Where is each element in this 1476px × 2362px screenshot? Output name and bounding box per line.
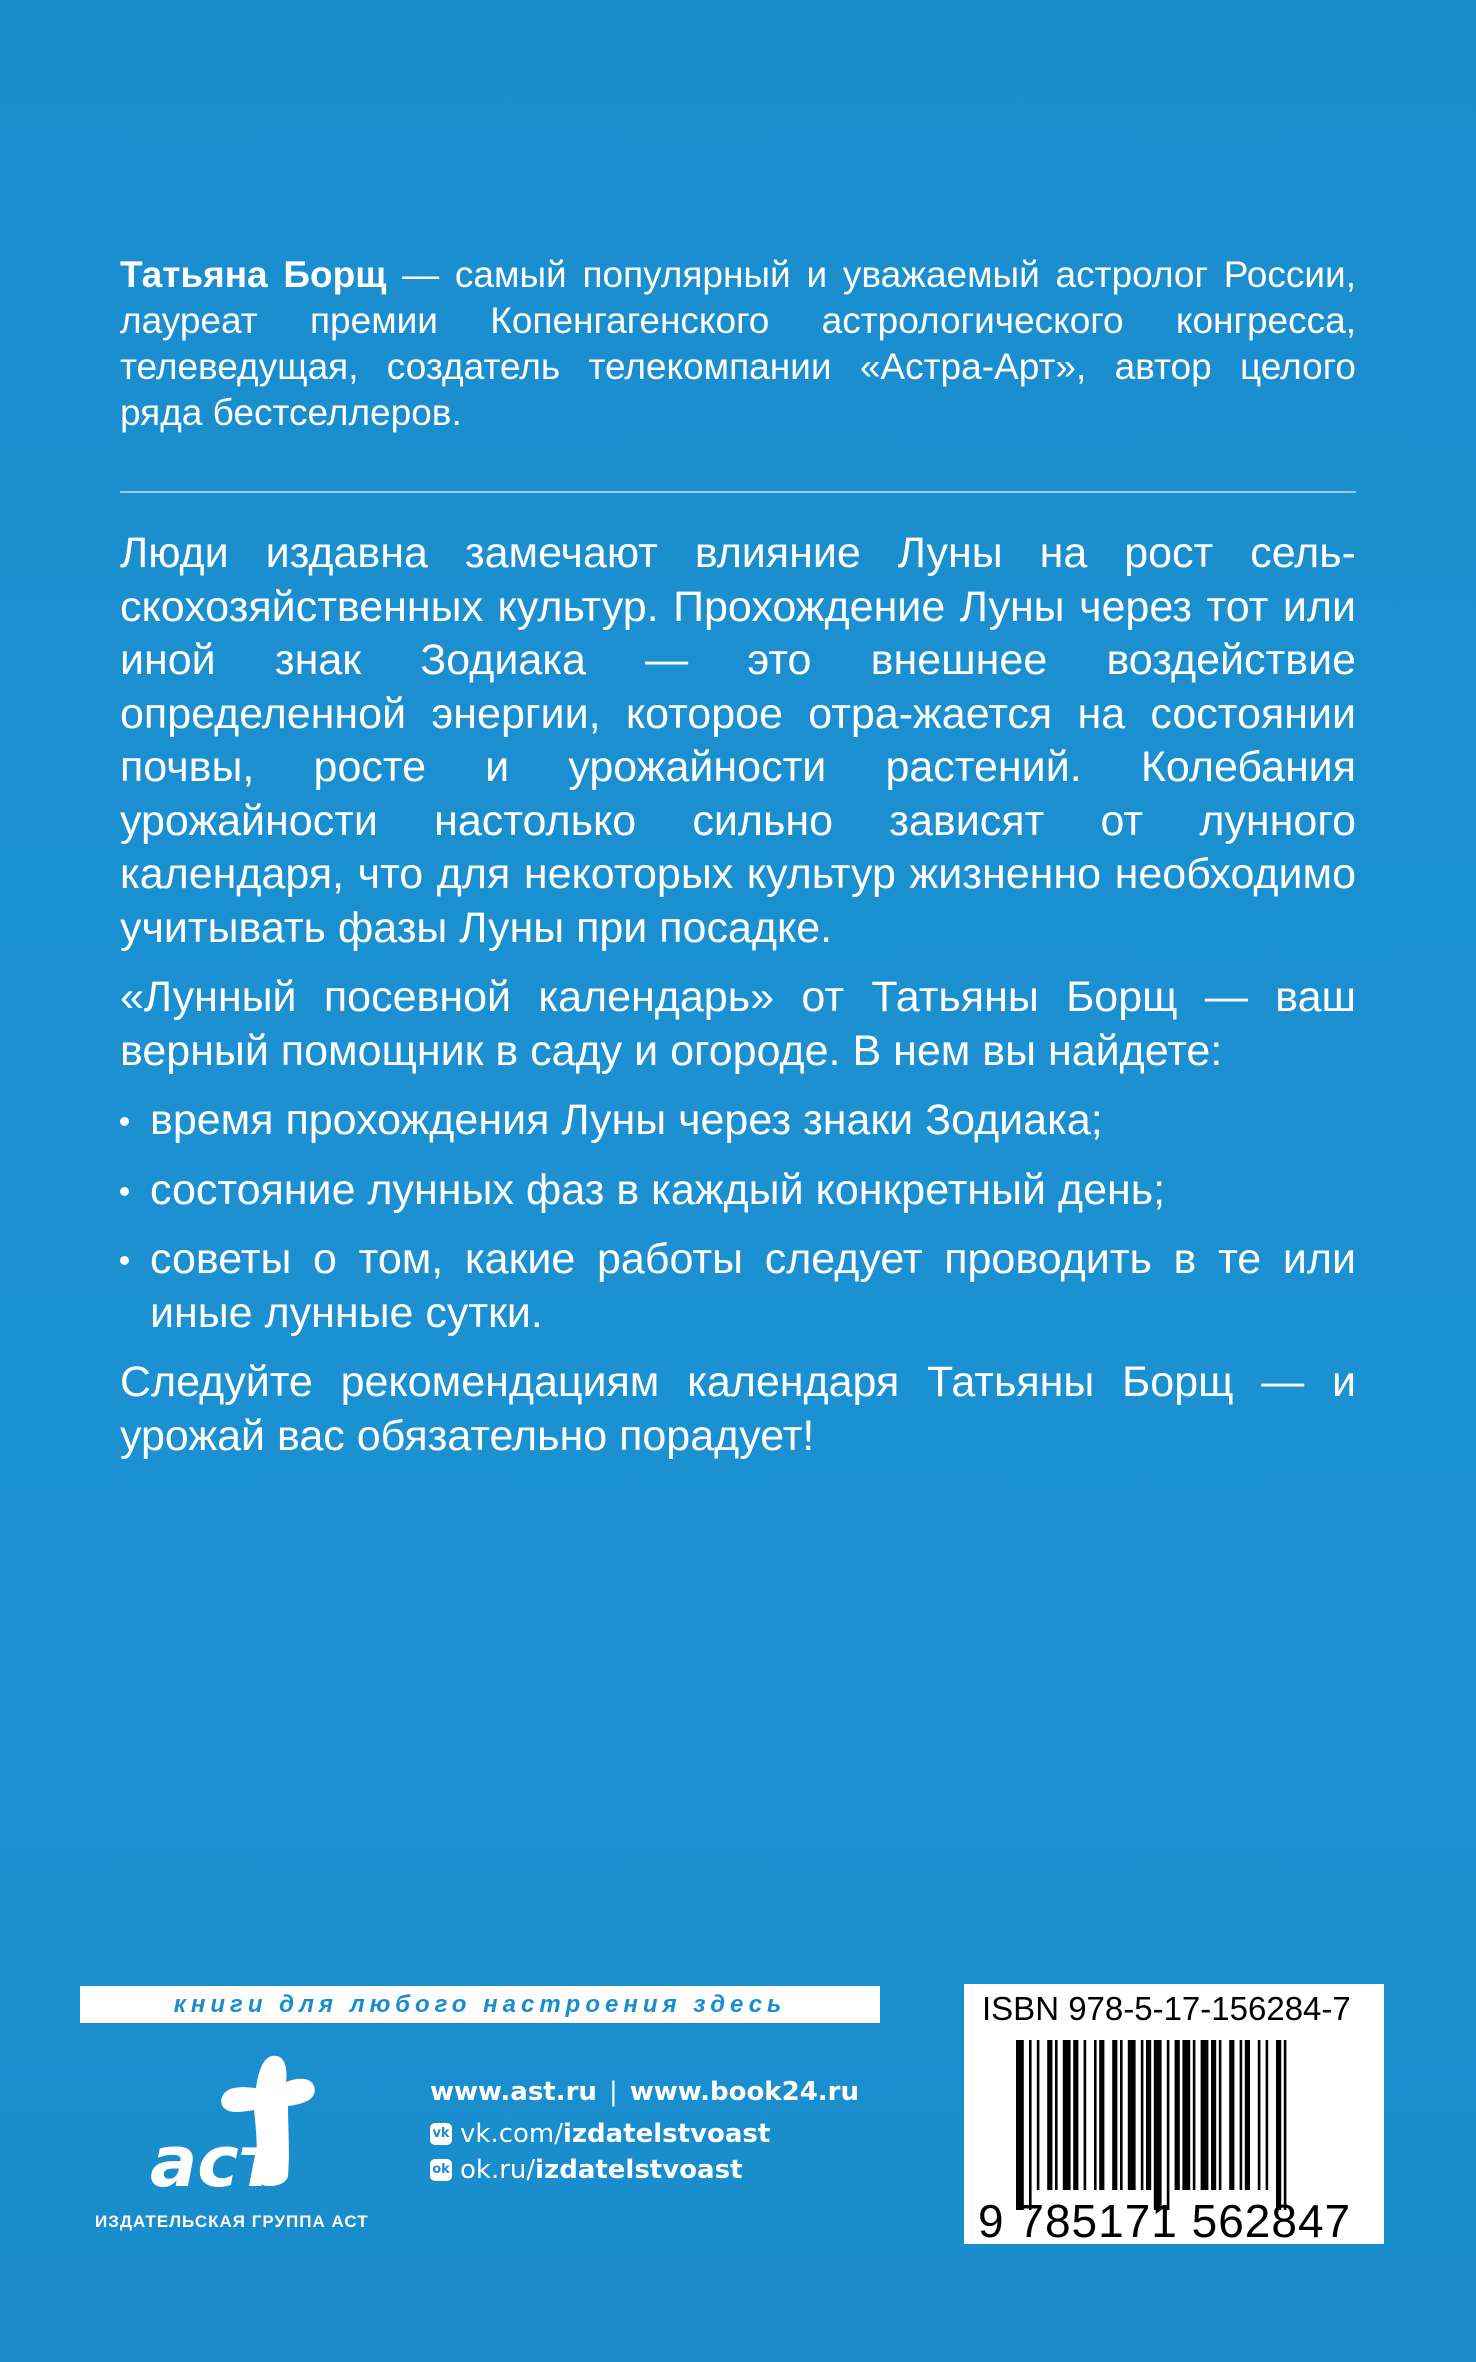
ok-prefix: ok.ru/ [460, 2155, 536, 2185]
barcode-bar [1112, 2040, 1117, 2190]
barcode-bar [1211, 2040, 1216, 2190]
annotation-paragraph-1: Люди издавна замечают влияние Луны на рост сель-скохозяйственных культур. Прохождение Луны через тот или иной знак Зодиака — это внешнее воздействие определенной энергии, которое отра-жается на состоянии почвы, росте и урожайности растений. Колебания урожайности настолько сильно зависят от лунного календаря, что для некоторых культур жизненно необходимо учитывать фазы Луны при посадке. [120, 529, 1356, 952]
odnoklassniki-icon: ok [430, 2159, 452, 2181]
barcode-bar [1073, 2040, 1078, 2190]
separator: | [608, 2077, 618, 2107]
feature-list-item [120, 1164, 1356, 1218]
vk-prefix: vk.com/ [460, 2119, 563, 2149]
ast-logo [138, 2048, 358, 2198]
publisher-links [430, 2068, 859, 2188]
ast-logo-text: аст [150, 2121, 280, 2198]
barcode-bar [1128, 2040, 1136, 2190]
barcode-bar [1167, 2040, 1170, 2210]
barcode-bar [1055, 2040, 1058, 2190]
barcode-bar [1266, 2040, 1269, 2190]
link-ast[interactable]: www.ast.ru [430, 2077, 597, 2107]
barcode-bar [1094, 2040, 1097, 2190]
barcode-bar [1141, 2040, 1144, 2190]
annotation-paragraph-2: «Лунный посевной календарь» от Татьяны Борщ — ваш верный помощник в саду и огороде. В нем вы найдете: [120, 973, 1356, 1075]
barcode-bar [1240, 2040, 1243, 2190]
divider [120, 491, 1356, 493]
publisher-name: ИЗДАТЕЛЬСКАЯ ГРУППА АСТ [95, 2212, 369, 2231]
barcode-bar [1219, 2040, 1222, 2190]
barcode-bar [1229, 2040, 1234, 2190]
barcode-bar [1099, 2040, 1104, 2190]
bullet-icon [120, 1187, 129, 1196]
annotation-paragraph-3: Следуйте рекомендациям календаря Татьяны Борщ — и урожай вас обязательно порадует! [120, 1358, 1356, 1460]
feature-list-item [120, 1094, 1356, 1148]
barcode-bar [1084, 2040, 1087, 2190]
barcode-bar [1175, 2040, 1180, 2190]
feature-list-item [120, 1233, 1356, 1340]
vk-icon: vk [430, 2123, 452, 2145]
slogan-bar: книги для любого настроения здесь [80, 1986, 880, 2023]
annotation [120, 527, 1356, 1479]
barcode-bar [1284, 2040, 1287, 2210]
feature-list [120, 1094, 1356, 1340]
barcode-bar [1193, 2040, 1196, 2190]
barcode-bar [1146, 2040, 1151, 2190]
barcode-bar [1120, 2040, 1123, 2190]
bullet-icon [120, 1117, 129, 1126]
feature-text: время прохождения Луны через знаки Зодиака; [150, 1096, 1103, 1144]
barcode-bar [1201, 2040, 1209, 2190]
barcode-bar [1245, 2040, 1250, 2190]
barcode-bar [1063, 2040, 1071, 2190]
barcode-bar [1016, 2040, 1024, 2210]
author-bio-text: — самый популярный и уважаемый астролог России, лауреат премии Копенгагенского астрологического конгресса, телеведущая, создатель телекомпании «Астра-Арт», автор целого ряда бестселлеров. [120, 254, 1356, 433]
ok-handle: izdatelstvoast [535, 2155, 743, 2185]
barcode-bar [1182, 2040, 1190, 2190]
barcode-bar [1276, 2040, 1281, 2210]
bullet-icon [120, 1256, 129, 1265]
feature-text: состояние лунных фаз в каждый конкретный день; [150, 1165, 1166, 1214]
barcode-box [964, 1984, 1384, 2247]
vk-line[interactable] [430, 2116, 859, 2152]
vk-handle: izdatelstvoast [563, 2119, 771, 2149]
barcode-bar [1029, 2040, 1032, 2210]
barcode-bar [1037, 2040, 1040, 2190]
websites-line [430, 2068, 859, 2116]
author-name: Татьяна Борщ [120, 254, 387, 295]
isbn: ISBN 978-5-17-156284-7 [982, 1990, 1351, 2027]
feature-text: советы о том, какие работы следует проводить в те или иные лунные сутки. [150, 1235, 1356, 1337]
link-book24[interactable]: www.book24.ru [629, 2077, 859, 2107]
barcode-bar [1047, 2040, 1052, 2190]
barcode-bar [1258, 2040, 1261, 2190]
ok-line[interactable] [430, 2152, 859, 2188]
barcode-bar [1154, 2040, 1162, 2210]
barcode-digits: 9 785171 562847 [978, 2195, 1352, 2247]
author-bio [120, 252, 1356, 436]
